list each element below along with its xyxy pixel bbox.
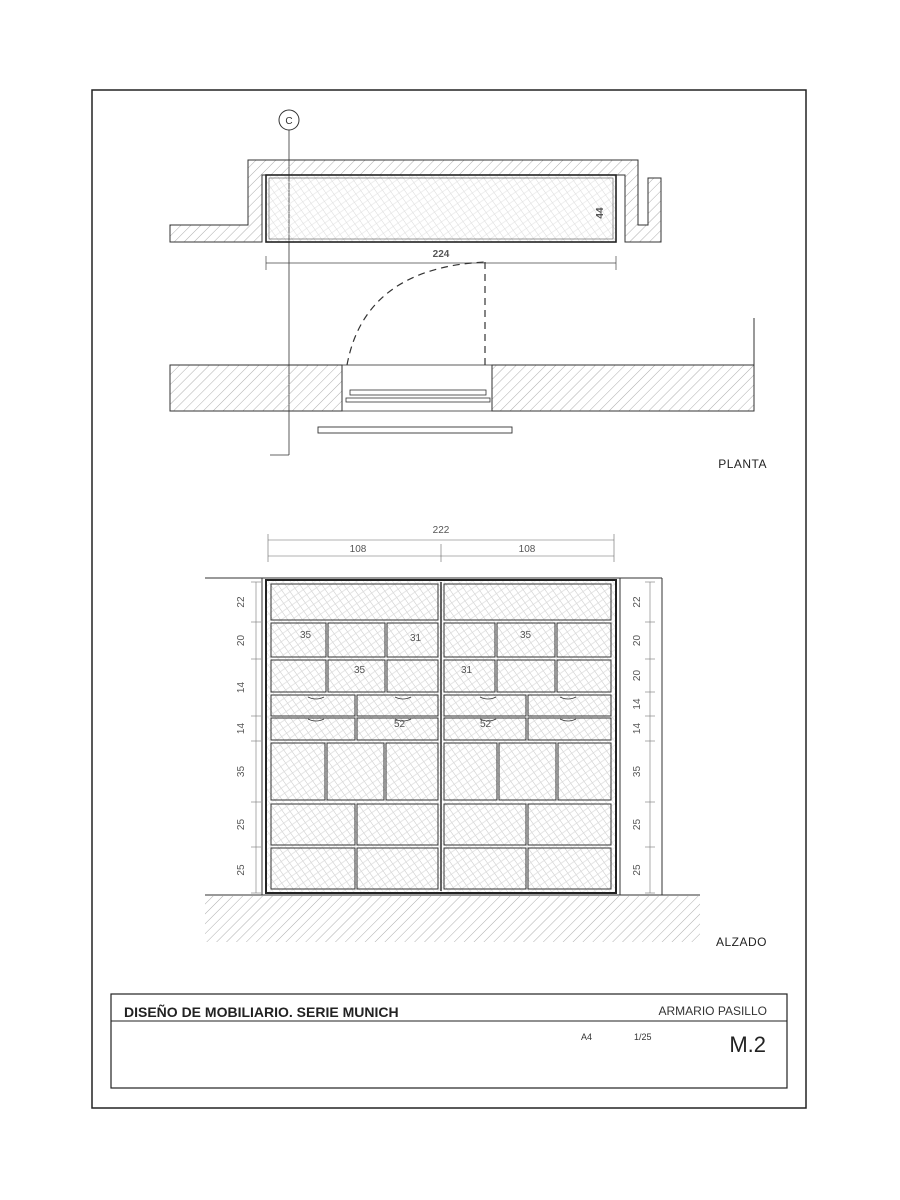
right-dimension-chain <box>632 582 655 893</box>
inner-label-3: 35 <box>520 630 532 641</box>
sheet-number: M.2 <box>729 1032 766 1057</box>
door-leaf <box>350 390 486 395</box>
elevation-view <box>205 525 767 949</box>
inner-label-4: 35 <box>354 665 366 676</box>
dims-left-value-6: 25 <box>236 864 247 876</box>
cabinet-cell-22 <box>271 743 325 800</box>
title-text: DISEÑO DE MOBILIARIO. SERIE MUNICH <box>124 1004 399 1020</box>
cabinet-cell-29 <box>357 804 438 845</box>
door-frame <box>342 365 492 411</box>
dims-right-value-0: 22 <box>632 596 643 608</box>
plan-depth-dim: 44 <box>595 207 606 219</box>
inner-label-5: 31 <box>461 665 473 676</box>
dims-left-value-5: 25 <box>236 818 247 831</box>
dims-right-value-7: 25 <box>632 864 643 876</box>
cabinet-cell-7 <box>557 623 611 657</box>
corridor-wall-right <box>492 365 754 411</box>
dims-left-value-0: 22 <box>236 596 247 608</box>
cabinet-cell-28 <box>271 804 355 845</box>
floor-mat <box>318 427 512 433</box>
cabinet-cell-31 <box>528 804 611 845</box>
subtitle-text: ARMARIO PASILLO <box>658 1004 767 1018</box>
dims-right-value-2: 20 <box>632 669 643 682</box>
cabinet-cell-8 <box>271 660 326 692</box>
cabinet-cell-33 <box>357 848 438 889</box>
cabinet-cell-35 <box>528 848 611 889</box>
dims-right-value-6: 25 <box>632 818 643 831</box>
cabinet-cell-16 <box>444 695 526 716</box>
section-marker-label: C <box>285 116 293 127</box>
dims-right-value-5: 35 <box>632 765 643 778</box>
cabinet-cell-25 <box>444 743 497 800</box>
cabinet-cell-1 <box>444 584 611 620</box>
cabinet-cell-24 <box>386 743 438 800</box>
cabinet-cell-0 <box>271 584 438 620</box>
plan-view <box>170 110 767 471</box>
cabinet-cell-30 <box>444 804 526 845</box>
cabinet-cell-5 <box>444 623 495 657</box>
cabinet-cell-2 <box>271 623 326 657</box>
cabinet-cell-34 <box>444 848 526 889</box>
dims-right-value-4: 14 <box>632 722 643 735</box>
cabinet-cell-18 <box>271 718 355 740</box>
cabinet-cell-26 <box>499 743 556 800</box>
plan-label: PLANTA <box>718 457 767 471</box>
elev-half-right: 108 <box>518 544 536 555</box>
door-threshold <box>346 398 490 402</box>
left-dimension-chain <box>236 582 261 893</box>
cabinet-cell-3 <box>328 623 385 657</box>
dims-right-value-3: 14 <box>632 698 643 710</box>
cabinet-cell-17 <box>528 695 611 716</box>
inner-label-7: 52 <box>480 719 492 730</box>
paper-size: A4 <box>581 1032 593 1042</box>
dims-left-value-1: 20 <box>236 634 247 647</box>
elevation-label: ALZADO <box>715 935 767 949</box>
cabinet-cell-23 <box>327 743 384 800</box>
floor-hatch <box>205 896 700 942</box>
title-block <box>111 994 787 1088</box>
scale-text: 1/25 <box>634 1032 652 1042</box>
plan-width-dim: 224 <box>432 249 450 260</box>
dims-left-value-3: 14 <box>236 722 247 735</box>
dims-left-value-2: 14 <box>236 681 247 694</box>
cabinet-cell-12 <box>497 660 555 692</box>
cabinet-cell-27 <box>558 743 611 800</box>
plan-cabinet-body <box>266 175 616 242</box>
cabinet-cell-10 <box>387 660 438 692</box>
dims-right-value-1: 20 <box>632 634 643 647</box>
corridor-wall-left <box>170 365 342 411</box>
door-swing-arc <box>347 262 485 365</box>
elev-half-left: 108 <box>349 544 367 555</box>
cabinet-cell-14 <box>271 695 355 716</box>
cabinet-cell-13 <box>557 660 611 692</box>
elev-total-width: 222 <box>432 525 450 536</box>
inner-label-6: 52 <box>394 719 406 730</box>
dims-left-value-4: 35 <box>236 765 247 778</box>
inner-label-2: 31 <box>410 633 422 644</box>
inner-label-1: 35 <box>300 630 312 641</box>
cabinet-cell-32 <box>271 848 355 889</box>
